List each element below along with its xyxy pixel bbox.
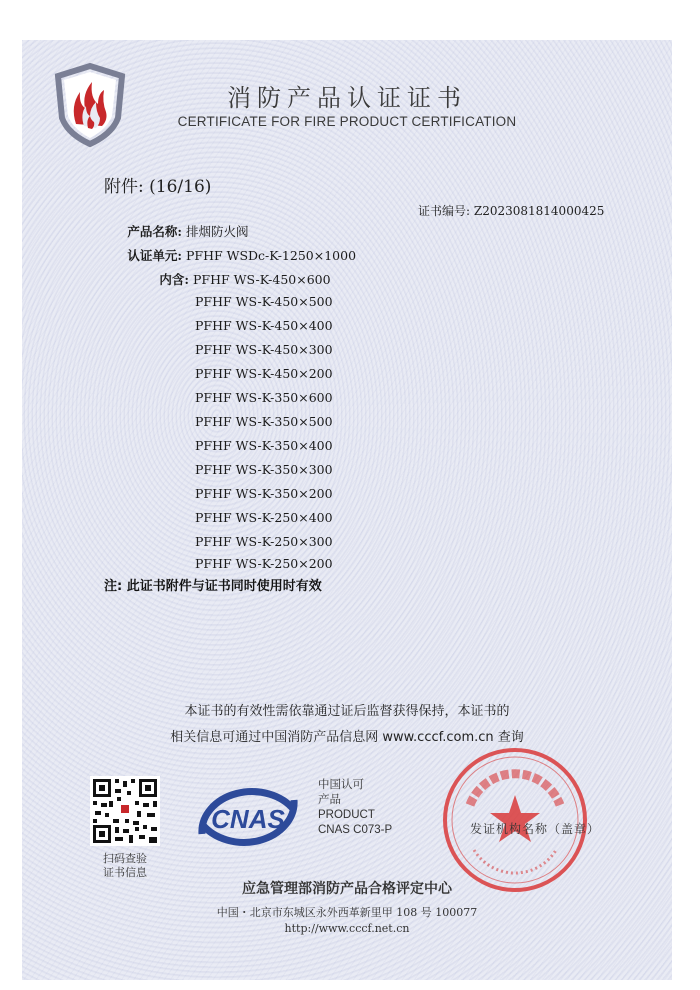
model-item: PFHF WS-K-450×400 xyxy=(195,318,333,333)
cnas-line: PRODUCT xyxy=(318,809,375,821)
validity-line-1: 本证书的有效性需依靠通过证后监督获得保持，本证书的 xyxy=(184,704,510,719)
qr-code[interactable] xyxy=(90,776,160,846)
cert-no-value: Z2023081814000425 xyxy=(473,204,605,218)
title-chinese: 消防产品认证证书 xyxy=(227,84,467,112)
cert-unit-value: PFHF WSDc-K-1250×1000 xyxy=(185,248,357,263)
contains-label: 内含: xyxy=(159,272,189,287)
cert-no-label: 证书编号: xyxy=(418,204,471,218)
cert-unit-row xyxy=(22,246,356,264)
model-item: PFHF WS-K-250×200 xyxy=(195,556,333,571)
model-item: PFHF WS-K-250×300 xyxy=(195,534,333,549)
qr-caption xyxy=(88,852,162,880)
center-address: 中国・北京市东城区永外西革新里甲 108 号 100077 xyxy=(216,906,478,919)
model-item: PFHF WS-K-450×300 xyxy=(195,342,333,357)
cnas-line: CNAS C073-P xyxy=(318,824,393,836)
title-english: CERTIFICATE FOR FIRE PRODUCT CERTIFICATION xyxy=(177,114,517,129)
cnas-logo-text: CNAS xyxy=(211,804,285,834)
cnas-accreditation xyxy=(318,778,392,838)
model-item: PFHF WS-K-350×600 xyxy=(195,390,333,405)
model-item: PFHF WS-K-450×200 xyxy=(195,366,333,381)
cnas-logo xyxy=(190,774,306,860)
model-item: PFHF WS-K-250×400 xyxy=(195,510,333,525)
contains-row xyxy=(22,270,331,288)
appendix-label: 附件: (16/16) xyxy=(104,177,212,197)
model-item: PFHF WS-K-350×500 xyxy=(195,414,333,429)
certificate-number xyxy=(418,202,604,219)
qr-caption-line-2: 证书信息 xyxy=(103,866,147,879)
certificate-page xyxy=(22,40,672,980)
validity-note: 注: 此证书附件与证书同时使用时有效 xyxy=(104,579,322,594)
validity-line-2: 相关信息可通过中国消防产品信息网 www.cccf.com.cn 查询 xyxy=(170,730,524,745)
cnas-line: 中国认可 xyxy=(318,779,364,791)
model-item: PFHF WS-K-350×300 xyxy=(195,462,333,477)
cert-unit-label: 认证单元: xyxy=(127,248,182,263)
issuer-note: 发证机构名称（盖章） xyxy=(470,822,601,836)
center-website-link[interactable]: http://www.cccf.net.cn xyxy=(284,922,410,935)
model-item: PFHF WS-K-450×500 xyxy=(195,294,333,309)
product-name-row xyxy=(22,222,249,240)
cnas-line: 产品 xyxy=(318,794,341,806)
model-item: PFHF WS-K-350×200 xyxy=(195,486,333,501)
qr-caption-line-1: 扫码查验 xyxy=(103,852,147,865)
model-item: PFHF WS-K-450×600 xyxy=(192,272,331,287)
product-name-label: 产品名称: xyxy=(127,224,182,239)
issuing-center-name: 应急管理部消防产品合格评定中心 xyxy=(242,881,452,897)
product-name-value: 排烟防火阀 xyxy=(185,224,249,239)
model-item: PFHF WS-K-350×400 xyxy=(195,438,333,453)
